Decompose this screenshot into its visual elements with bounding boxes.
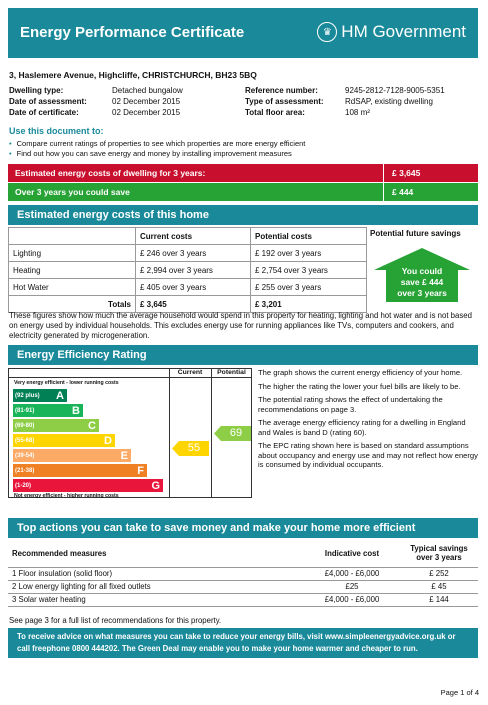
table-header: Recommended measures	[8, 540, 304, 567]
band-g	[13, 479, 163, 492]
list-item: • Compare current ratings of properties to see which properties are more energy efficient	[9, 139, 305, 149]
band-range: (21-38)	[15, 467, 35, 474]
rating-description	[258, 368, 478, 474]
rating-desc-paragraph: The potential rating shows the effect of undertaking the recommendations on page 3.	[258, 395, 443, 414]
detail-value: 9245-2812-7128-9005-5351	[345, 86, 445, 95]
band-letter: E	[120, 449, 128, 462]
future-savings-title: Potential future savings	[370, 229, 461, 238]
certificate-header	[8, 8, 478, 58]
band-b	[13, 404, 83, 417]
potential-header: Potential	[211, 369, 252, 378]
energy-rating-chart	[8, 368, 252, 498]
rating-desc-paragraph: The graph shows the current energy efficiency of your home.	[258, 368, 463, 377]
rating-top-label: Very energy efficient - lower running costs	[14, 380, 119, 386]
table-header: Indicative cost	[304, 540, 400, 567]
detail-label: Type of assessment:	[245, 97, 324, 106]
gov-label: HM Government	[341, 22, 466, 41]
table-row	[8, 567, 478, 580]
future-savings-text	[370, 266, 474, 299]
action-saving: £ 144	[400, 593, 478, 606]
rating-section-title: Energy Efficiency Rating	[8, 345, 478, 365]
table-row	[9, 245, 367, 262]
totals-label: Totals	[9, 296, 136, 313]
band-letter: A	[56, 389, 64, 402]
table-header	[9, 228, 136, 245]
cost-potential: £ 255 over 3 years	[251, 279, 367, 296]
band-letter: F	[137, 464, 144, 477]
advice-banner: To receive advice on what measures you can take to reduce your energy bills, visit www.simpleenergyadvice.org.uk or call freephone 0800 444202. The Green Deal may enable you to make your home warmer and cheaper to run.	[8, 628, 478, 658]
rating-desc-paragraph: The higher the rating the lower your fuel bills are likely to be.	[258, 381, 461, 391]
rating-desc-paragraph: The EPC rating shown here is based on standard assumptions about occupancy and energy use and may not reflect how energy is consumed by individual occupants.	[258, 441, 478, 469]
table-row	[9, 262, 367, 279]
totals-row	[9, 296, 367, 313]
estimated-costs-bar	[8, 164, 478, 182]
hm-government-logo	[317, 22, 466, 42]
future-savings-line: You could	[401, 266, 443, 276]
future-savings-line: save £ 444	[400, 277, 444, 287]
recommendations-note: See page 3 for a full list of recommendations for this property.	[9, 616, 222, 625]
band-range: (92 plus)	[15, 392, 40, 399]
band-a	[13, 389, 67, 402]
cost-current: £ 2,994 over 3 years	[136, 262, 251, 279]
band-e	[13, 449, 131, 462]
rating-bottom-label: Not energy efficient - higher running costs	[14, 493, 119, 499]
table-header-row	[8, 540, 478, 567]
totals-potential: £ 3,201	[251, 296, 367, 313]
rating-hdr-blank	[9, 369, 169, 378]
cost-current: £ 246 over 3 years	[136, 245, 251, 262]
action-saving: £ 45	[400, 580, 478, 593]
savings-bar	[8, 183, 478, 201]
detail-label: Date of certificate:	[9, 108, 79, 117]
cost-name: Lighting	[9, 245, 136, 262]
band-letter: G	[151, 479, 160, 492]
table-row	[8, 593, 478, 606]
actions-section-title: Top actions you can take to save money and make your home more efficient	[8, 518, 478, 538]
action-cost: £4,000 - £6,000	[304, 567, 400, 580]
rating-desc-paragraph: The average energy efficiency rating for a dwelling in England and Wales is band D (rating 60).	[258, 418, 466, 437]
use-document-title: Use this document to:	[9, 126, 104, 136]
band-range: (39-54)	[15, 452, 35, 459]
action-measure: 1 Floor insulation (solid floor)	[8, 567, 304, 580]
estimated-costs-label: Estimated energy costs of dwelling for 3 years:	[15, 168, 206, 178]
crest-icon: ♛	[317, 22, 337, 42]
table-header: Current costs	[136, 228, 251, 245]
future-savings-line: over 3 years	[397, 288, 447, 298]
table-row	[9, 279, 367, 296]
band-range: (1-20)	[15, 482, 32, 489]
detail-label: Reference number:	[245, 86, 318, 95]
page-title: Energy Performance Certificate	[20, 24, 245, 41]
detail-label: Date of assessment:	[9, 97, 87, 106]
estimated-costs-value: £ 3,645	[383, 164, 478, 182]
band-letter: B	[72, 404, 80, 417]
band-d	[13, 434, 115, 447]
band-letter: C	[88, 419, 96, 432]
detail-label: Dwelling type:	[9, 86, 64, 95]
current-header: Current	[169, 369, 211, 378]
detail-value: 108 m²	[345, 108, 370, 117]
action-measure: 3 Solar water heating	[8, 593, 304, 606]
potential-rating-value: 69	[229, 427, 243, 439]
property-address: 3, Haslemere Avenue, Highcliffe, CHRISTCHURCH, BH23 5BQ	[9, 70, 257, 80]
detail-value: 02 December 2015	[112, 108, 181, 117]
detail-value: Detached bungalow	[112, 86, 183, 95]
band-f	[13, 464, 147, 477]
details-right	[245, 85, 445, 118]
cost-name: Heating	[9, 262, 136, 279]
current-rating-value: 55	[187, 442, 201, 454]
cost-name: Hot Water	[9, 279, 136, 296]
costs-table	[8, 227, 367, 313]
use-document-list	[9, 139, 305, 159]
table-header: Typical savings over 3 years	[400, 540, 478, 567]
totals-current: £ 3,645	[136, 296, 251, 313]
costs-explanation: These figures show how much the average household would spend in this property for heating, lighting and hot water and is not based on energy used by individual households. This excludes energy use for running appliances like TVs, computers and cookers, and electricity generated by microgeneration.	[9, 311, 472, 340]
detail-label: Total floor area:	[245, 108, 305, 117]
band-letter: D	[104, 434, 112, 447]
table-header: Potential costs	[251, 228, 367, 245]
cost-potential: £ 192 over 3 years	[251, 245, 367, 262]
list-item: • Find out how you can save energy and money by installing improvement measures	[9, 149, 305, 159]
band-range: (55-68)	[15, 437, 35, 444]
page-number: Page 1 of 4	[440, 688, 479, 697]
band-range: (81-91)	[15, 407, 35, 414]
action-measure: 2 Low energy lighting for all fixed outlets	[8, 580, 304, 593]
detail-value: 02 December 2015	[112, 97, 181, 106]
band-c	[13, 419, 99, 432]
cost-potential: £ 2,754 over 3 years	[251, 262, 367, 279]
savings-value: £ 444	[383, 183, 478, 201]
current-column	[169, 369, 211, 498]
table-row	[8, 580, 478, 593]
detail-value: RdSAP, existing dwelling	[345, 97, 433, 106]
details-left	[9, 85, 183, 118]
cost-current: £ 405 over 3 years	[136, 279, 251, 296]
costs-section-title: Estimated energy costs of this home	[8, 205, 478, 225]
actions-table	[8, 540, 478, 607]
band-range: (69-80)	[15, 422, 35, 429]
table-header-row	[9, 228, 367, 245]
action-cost: £4,000 - £6,000	[304, 593, 400, 606]
action-cost: £25	[304, 580, 400, 593]
action-saving: £ 252	[400, 567, 478, 580]
savings-label: Over 3 years you could save	[15, 187, 130, 197]
